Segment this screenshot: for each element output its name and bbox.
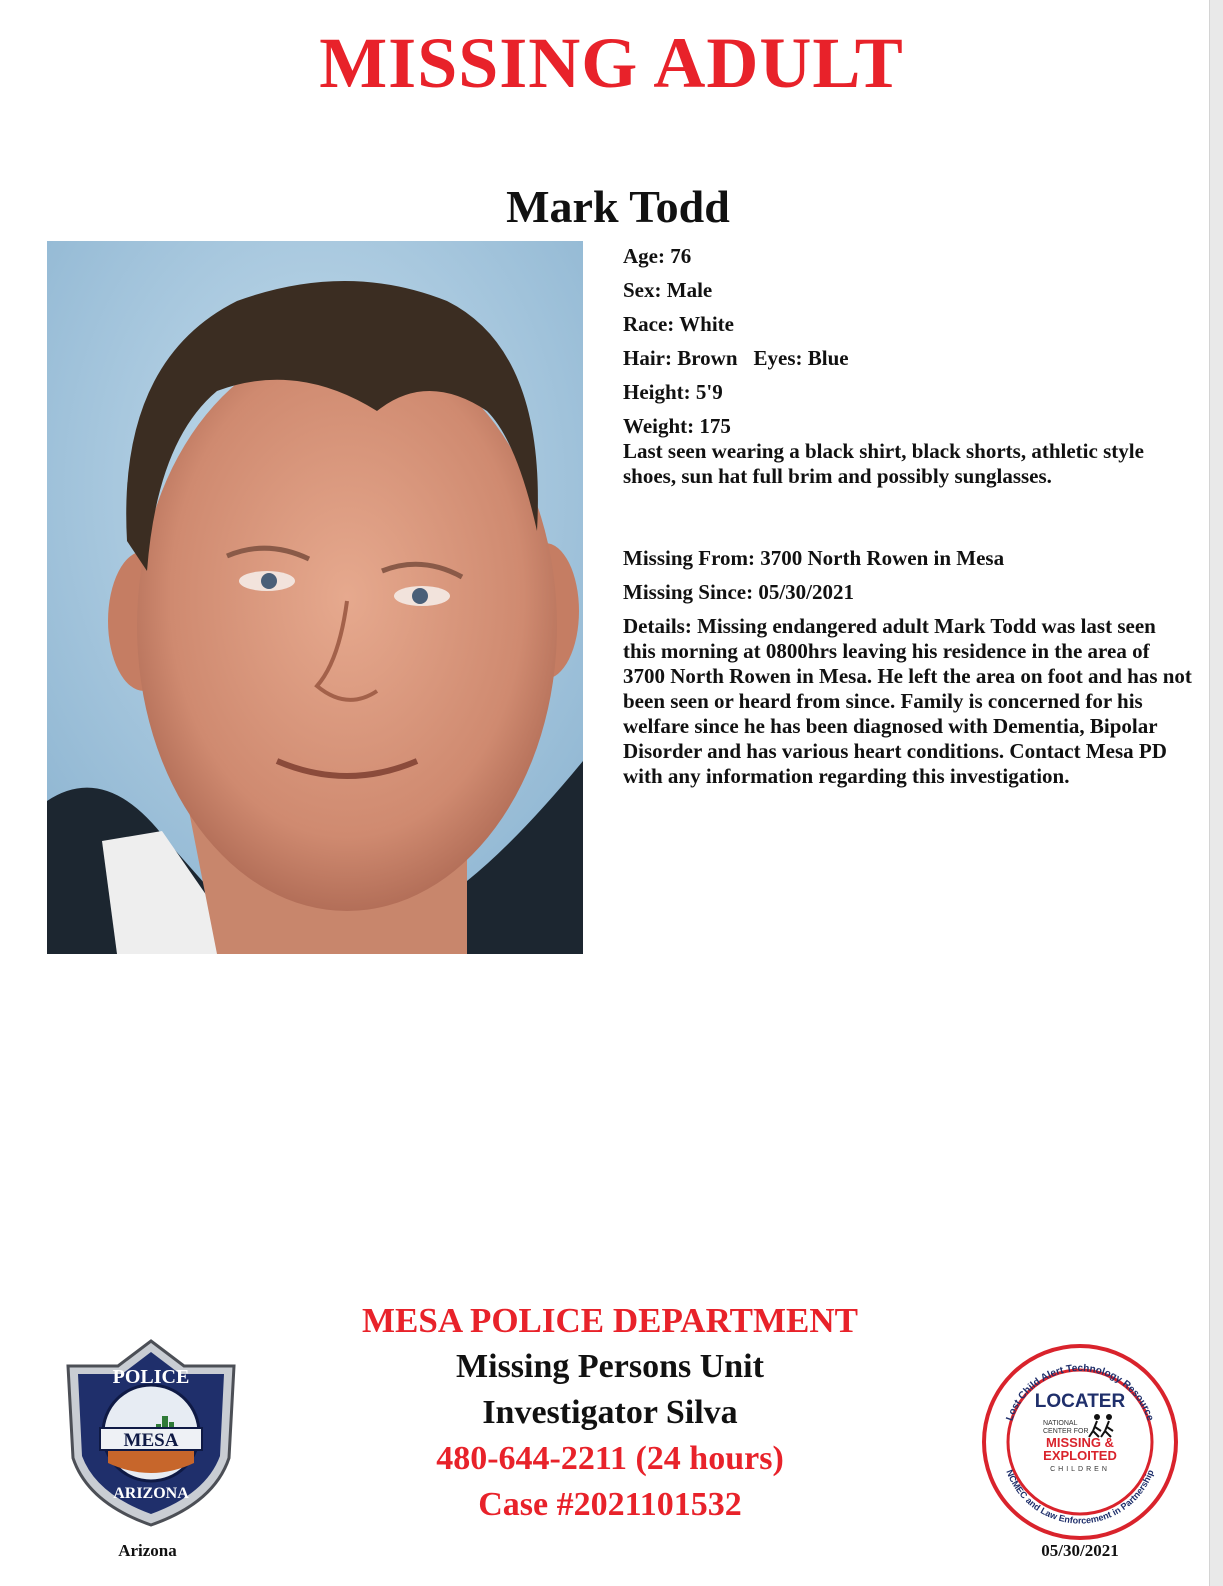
weight-field: Weight: 175	[623, 414, 731, 438]
badge-state: ARIZONA	[113, 1485, 189, 1502]
locater-bottom-ring-text: NCMEC and Law Enforcement in Partnership	[1004, 1468, 1156, 1526]
badge-caption: Arizona	[118, 1541, 177, 1560]
spacer	[623, 489, 1193, 546]
eyes-field: Eyes: Blue	[753, 346, 849, 370]
missing-since-field: Missing Since: 05/30/2021	[623, 580, 855, 604]
department-name: MESA POLICE DEPARTMENT	[362, 1301, 858, 1340]
locater-org-line3: MISSING &	[1046, 1435, 1114, 1450]
details-panel	[623, 244, 1193, 789]
height-field: Height: 5'9	[623, 380, 723, 404]
hair-eyes-row	[623, 346, 1193, 371]
hair-field: Hair: Brown	[623, 346, 738, 370]
race-field: Race: White	[623, 312, 734, 336]
unit-name: Missing Persons Unit	[456, 1348, 764, 1385]
investigator-name: Investigator Silva	[482, 1394, 738, 1431]
poster-date: 05/30/2021	[1041, 1541, 1119, 1560]
locater-org-line5: CHILDREN	[1050, 1466, 1110, 1473]
missing-from-field: Missing From: 3700 North Rowen in Mesa	[623, 546, 1005, 570]
locater-ring-text: Lost Child Alert Technology Resource	[1004, 1362, 1156, 1423]
locater-logo-icon	[981, 1343, 1179, 1541]
clothing-description: Last seen wearing a black shirt, black shorts, athletic style shoes, sun hat full brim and possibly sunglasses.	[623, 439, 1144, 488]
person-name: Mark Todd	[506, 181, 730, 232]
badge-city: MESA	[123, 1430, 179, 1451]
contact-phone: 480-644-2211 (24 hours)	[436, 1440, 784, 1477]
mesa-police-badge-icon	[64, 1338, 239, 1528]
badge-top-word: POLICE	[112, 1366, 190, 1388]
case-number: Case #2021101532	[478, 1486, 742, 1523]
sex-field: Sex: Male	[623, 278, 713, 302]
locater-org-line4: EXPLOITED	[1043, 1448, 1117, 1463]
poster-title: MISSING ADULT	[319, 23, 904, 103]
locater-org-line2: CENTER FOR	[1043, 1428, 1089, 1435]
person-photo	[47, 241, 583, 954]
contact-block	[300, 1298, 920, 1528]
case-details: Details: Missing endangered adult Mark Todd was last seen this morning at 0800hrs leaving his residence in the area of 3700 North Rowen in Mesa. He left the area on foot and has not been seen or heard from since. Family is concerned for his welfare since he has been diagnosed with Dementia, Bipolar Disorder and has various heart conditions. Contact Mesa PD with any information regarding this investigation.	[623, 614, 1192, 788]
locater-brand: LOCATER	[1034, 1391, 1126, 1412]
age-field: Age: 76	[623, 244, 692, 268]
locater-org-line1: NATIONAL	[1043, 1420, 1078, 1427]
